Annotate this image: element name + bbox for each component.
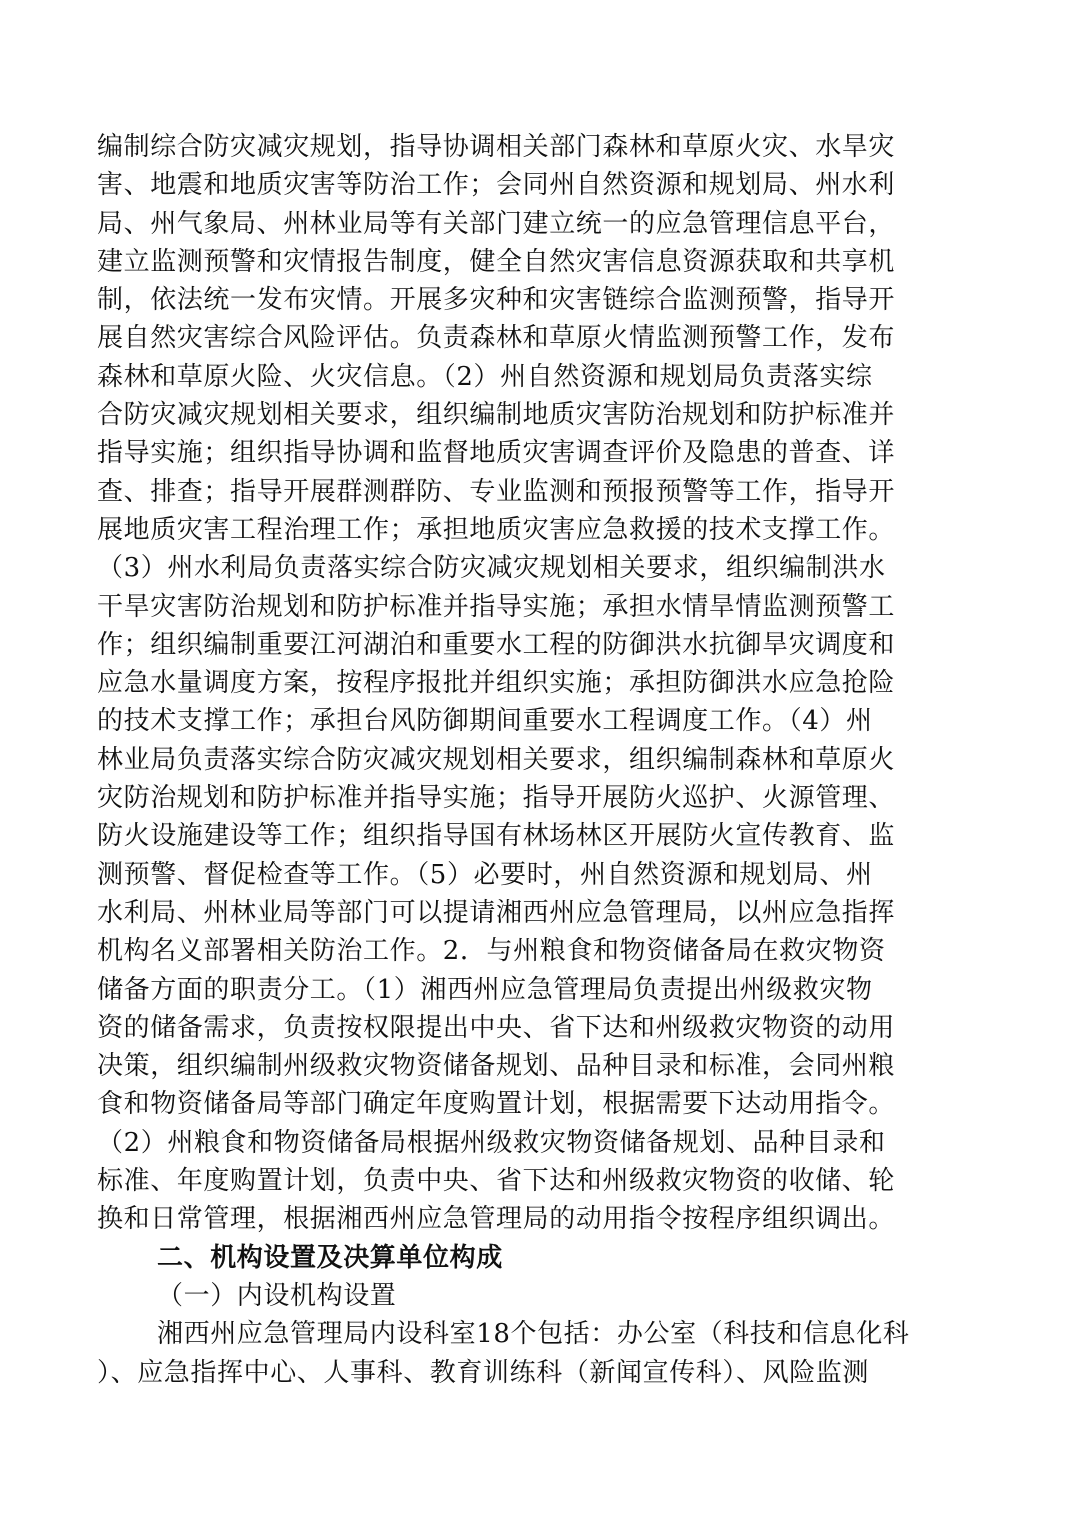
text-line: 的技术支撑工作；承担台风防御期间重要水工程调度工作。（4）州 [97, 706, 873, 737]
text-line: （2）州粮食和物资储备局根据州级救灾物资储备规划、品种目录和 [97, 1127, 886, 1158]
text-line: 灾防治规划和防护标准并指导实施；指导开展防火巡护、火源管理、 [97, 783, 896, 814]
text-line: 防火设施建设等工作；组织指导国有林场林区开展防火宣传教育、监 [97, 821, 896, 852]
text-line: 换和日常管理，根据湘西州应急管理局的动用指令按程序组织调出。 [97, 1204, 896, 1235]
text-line: 储备方面的职责分工。（1）湘西州应急管理局负责提出州级救灾物 [97, 974, 873, 1005]
text-line: 合防灾减灾规划相关要求，组织编制地质灾害防治规划和防护标准并 [97, 400, 896, 431]
subsection-heading: （一）内设机构设置 [157, 1280, 397, 1311]
text-line: 资的储备需求，负责按权限提出中央、省下达和州级救灾物资的动用 [97, 1012, 896, 1043]
text-line: 林业局负责落实综合防灾减灾规划相关要求，组织编制森林和草原火 [97, 744, 896, 775]
text-line: 查、排查；指导开展群测群防、专业监测和预报预警等工作，指导开 [97, 476, 896, 507]
text-line: 标准、年度购置计划，负责中央、省下达和州级救灾物资的收储、轮 [97, 1166, 896, 1197]
text-line: 测预警、督促检查等工作。（5）必要时，州自然资源和规划局、州 [97, 859, 873, 890]
text-line: （3）州水利局负责落实综合防灾减灾规划相关要求，组织编制洪水 [97, 553, 886, 584]
text-line: 决策，组织编制州级救灾物资储备规划、品种目录和标准，会同州粮 [97, 1051, 896, 1082]
text-line: 害、地震和地质灾害等防治工作；会同州自然资源和规划局、州水利 [97, 170, 896, 201]
text-line: 水利局、州林业局等部门可以提请湘西州应急管理局，以州应急指挥 [97, 897, 896, 928]
text-line: 展自然灾害综合风险评估。负责森林和草原火情监测预警工作，发布 [97, 323, 896, 354]
text-line: 局、州气象局、州林业局等有关部门建立统一的应急管理信息平台， [97, 208, 896, 239]
text-line: 应急水量调度方案，按程序报批并组织实施；承担防御洪水应急抢险 [97, 668, 896, 699]
text-line: 湘西州应急管理局内设科室18个包括：办公室（科技和信息化科 [157, 1319, 910, 1350]
text-line: 编制综合防灾减灾规划，指导协调相关部门森林和草原火灾、水旱灾 [97, 132, 896, 162]
section-heading: 二、机构设置及决算单位构成 [157, 1242, 503, 1273]
text-line: 展地质灾害工程治理工作；承担地质灾害应急救援的技术支撑工作。 [97, 514, 896, 545]
text-line: 食和物资储备局等部门确定年度购置计划，根据需要下达动用指令。 [97, 1089, 896, 1120]
text-line: 制，依法统一发布灾情。开展多灾种和灾害链综合监测预警，指导开 [97, 285, 896, 316]
text-line: 作；组织编制重要江河湖泊和重要水工程的防御洪水抗御旱灾调度和 [97, 629, 896, 660]
text-line: 森林和草原火险、火灾信息。（2）州自然资源和规划局负责落实综 [97, 361, 873, 392]
text-line: 机构名义部署相关防治工作。2．与州粮食和物资储备局在救灾物资 [97, 936, 886, 967]
text-line: 建立监测预警和灾情报告制度，健全自然灾害信息资源获取和共享机 [97, 246, 896, 277]
document-body [97, 128, 977, 1392]
text-line: 指导实施；组织指导协调和监督地质灾害调查评价及隐患的普查、详 [97, 438, 896, 469]
text-line: ）、应急指挥中心、人事科、教育训练科（新闻宣传科）、风险监测 [97, 1357, 870, 1388]
text-line: 干旱灾害防治规划和防护标准并指导实施；承担水情旱情监测预警工 [97, 591, 896, 622]
